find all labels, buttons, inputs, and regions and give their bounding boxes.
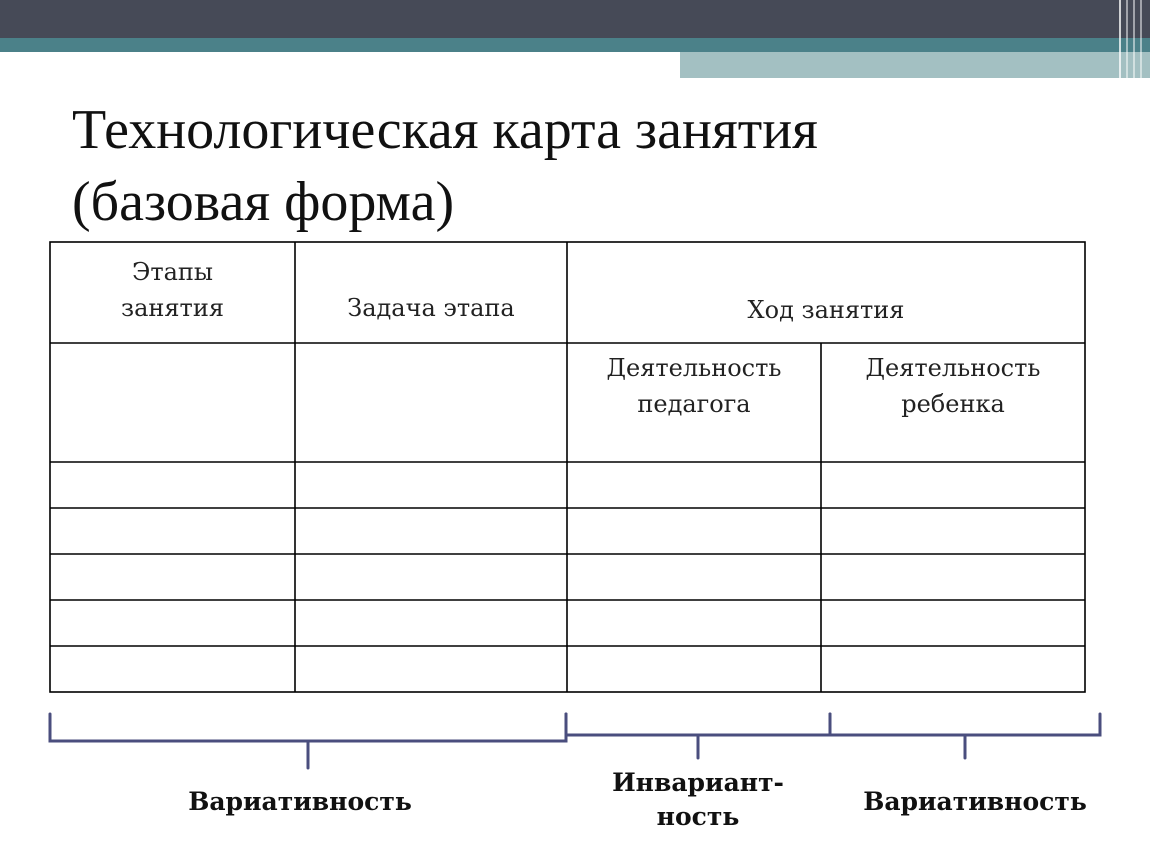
brace-left xyxy=(50,714,566,741)
header-stages: Этапы занятия xyxy=(121,258,224,322)
label-invariance: Инвариант-ность xyxy=(612,768,784,831)
brace-middle xyxy=(566,714,830,735)
header-child: Деятельность ребенка xyxy=(865,354,1041,418)
title-line-1: Технологическая карта занятия xyxy=(72,99,818,161)
label-variability-left: Вариативность xyxy=(188,787,412,816)
label-variability-right: Вариативность xyxy=(863,787,1087,816)
header-task: Задача этапа xyxy=(347,294,515,322)
title-line-2: (базовая форма) xyxy=(72,171,455,233)
brace-right xyxy=(830,714,1100,735)
header-teacher: Деятельность педагога xyxy=(606,354,782,418)
header-course: Ход занятия xyxy=(747,296,905,324)
